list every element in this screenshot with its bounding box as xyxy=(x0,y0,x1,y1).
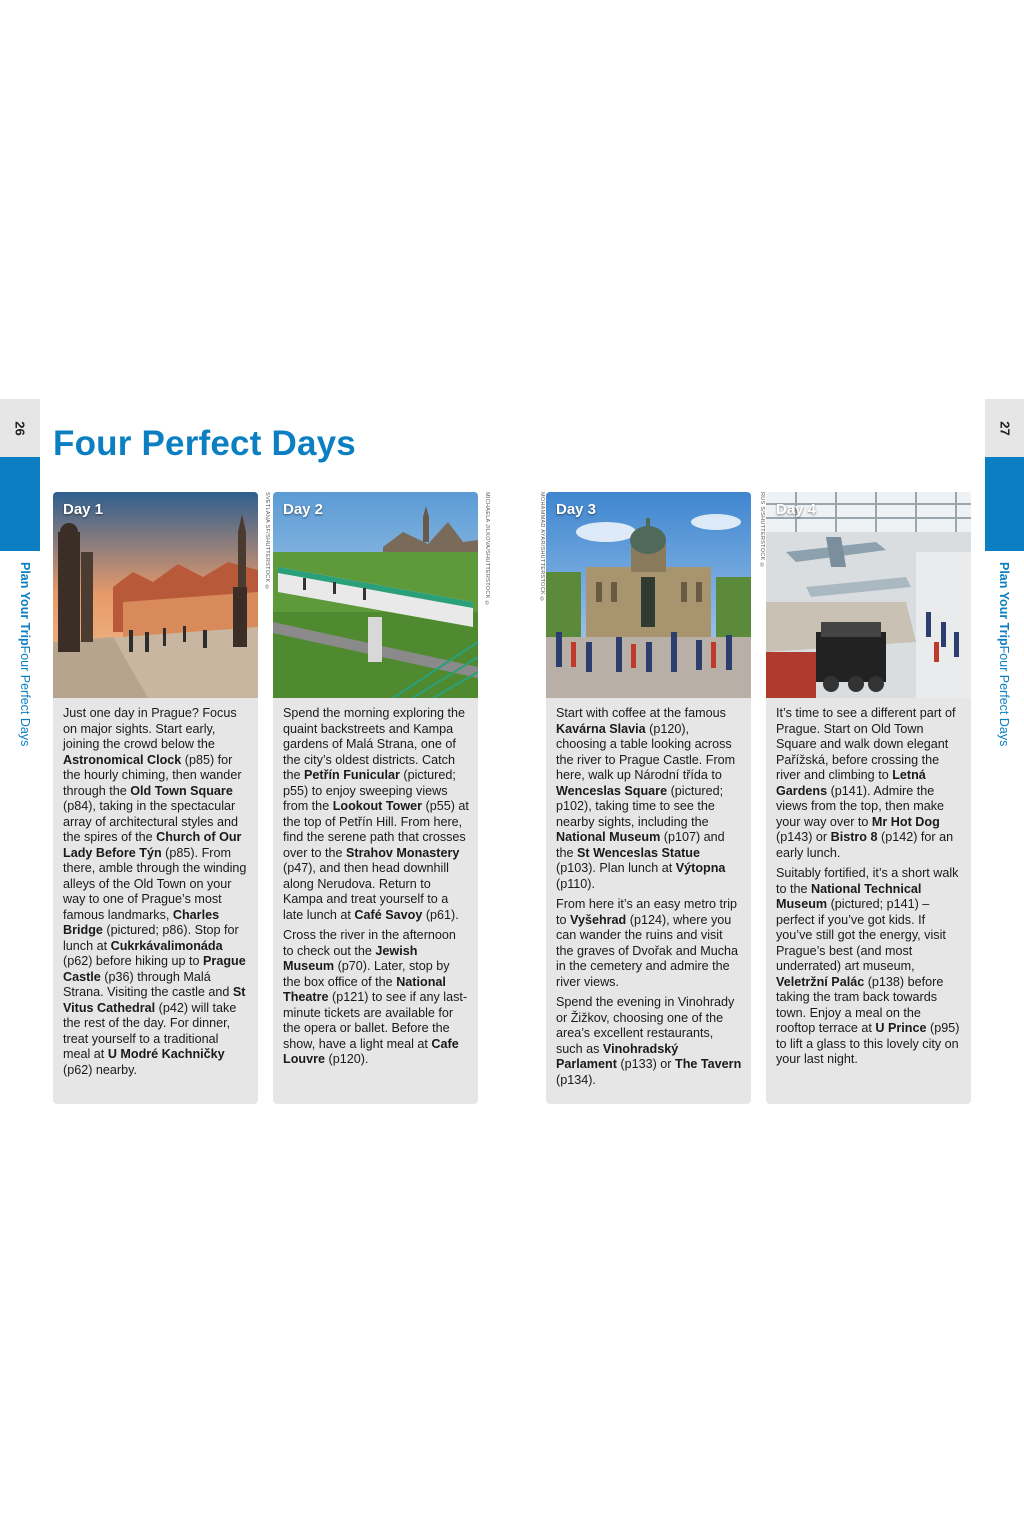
place-name: Letná Gardens xyxy=(776,768,926,798)
body-text: It’s time to see a different part of Prague. Start on Old Town Square and walk down elegant Pařížská, before crossing the river and climbing to xyxy=(776,706,956,782)
day-2-label: Day 2 xyxy=(283,501,324,518)
body-text: (p143) or xyxy=(776,830,831,844)
place-name: U Modré Kachničky xyxy=(107,1047,225,1061)
body-text: (p133) or xyxy=(616,1057,676,1071)
day-1-label: Day 1 xyxy=(63,501,104,518)
body-text: (pictured; p141) – perfect if you’ve got kids. If you’ve still got the energy, visit Prague’s best (and most underrated) art museum, xyxy=(776,897,946,973)
place-name: Cafe Louvre xyxy=(283,1036,459,1066)
day-4-text xyxy=(766,698,971,1068)
day-3-paragraph xyxy=(556,706,742,892)
body-text: (p103). Plan lunch at xyxy=(556,861,676,875)
body-text: (p121) to see if any last-minute tickets are available for the opera or ballet. Before the show, have a light meal at xyxy=(283,990,468,1051)
body-text: (p95) to lift a glass to this lovely city on your last night. xyxy=(776,1021,960,1066)
body-text: (p84), taking in the spectacular array of architectural styles and the spires of the xyxy=(63,799,238,844)
day-2-paragraph xyxy=(283,706,469,923)
place-name: The Tavern xyxy=(675,1057,742,1071)
body-text: (p120), choosing a table looking across the river to Prague Castle. From here, walk up Národní třída to xyxy=(556,721,736,782)
day-card-2 xyxy=(273,492,478,1104)
body-text: (pictured; p102), taking time to see the nearby sights, including the xyxy=(556,783,724,829)
day-card-1 xyxy=(53,492,258,1104)
place-name: Vyšehrad xyxy=(570,912,627,927)
place-name: Jewish Museum xyxy=(283,943,418,973)
body-text: (p120). xyxy=(325,1052,369,1066)
day-2-text xyxy=(273,698,478,1068)
place-name: Cukrkávalimonáda xyxy=(110,938,223,953)
day-4-paragraph xyxy=(776,866,962,1068)
place-name: Vinohradský Parlament xyxy=(556,1041,679,1071)
body-text: (p70). Later, stop by the box office of the xyxy=(283,959,450,989)
body-text: (p36) through Malá Strana. Visiting the castle and xyxy=(63,969,233,999)
body-text: (p134). xyxy=(556,1072,596,1087)
place-name: Church of Our Lady Before Týn xyxy=(63,830,242,860)
page-number-right: 27 xyxy=(997,420,1013,436)
body-text: Suitably fortified, it’s a short walk to the xyxy=(776,866,959,896)
place-name: Mr Hot Dog xyxy=(871,814,940,829)
right-page-tab xyxy=(985,399,1024,551)
day-4-label: Day 4 xyxy=(776,501,817,518)
body-text: (p62) before hiking up to xyxy=(63,954,204,968)
day-1-photo xyxy=(53,492,258,698)
place-name: National Museum xyxy=(556,830,661,844)
left-page-tab xyxy=(0,399,40,551)
body-text: From here it’s an easy metro trip to xyxy=(556,897,738,927)
place-name: Prague Castle xyxy=(63,954,246,984)
body-text: (p85) for the hourly chiming, then wander through the xyxy=(63,752,242,798)
place-name: Astronomical Clock xyxy=(63,752,182,767)
day-2-paragraph xyxy=(283,928,469,1068)
body-text: (pictured; p86). Stop for lunch at xyxy=(63,923,239,953)
body-text: (p138) before taking the tram back towards town. Enjoy a meal on the rooftop terrace at xyxy=(776,974,944,1035)
body-text: (p47), and then head downhill along Nerudova. Return to Kampa and treat yourself to a late lunch at xyxy=(283,861,449,922)
body-text: (p85). From there, amble through the winding alleys of the Old Town on your way to one of Prague’s most famous landmarks, xyxy=(63,845,247,922)
place-name: Petřín Funicular xyxy=(304,768,400,782)
place-name: Charles Bridge xyxy=(63,907,220,937)
side-label-right: Plan Your TripFour Perfect Days xyxy=(997,562,1011,747)
body-text: (p141). Admire the views from the top, then make your way over to xyxy=(776,783,944,829)
day-4-paragraph xyxy=(776,706,962,861)
day-3-paragraph xyxy=(556,995,742,1088)
photo-credit-day-4: RUS S/SHUTTERSTOCK © xyxy=(759,492,765,569)
body-text: (p107) and the xyxy=(556,830,725,860)
body-text: Just one day in Prague? Focus on major sights. Start early, joining the crowd below the xyxy=(63,706,237,751)
day-3-photo xyxy=(546,492,751,698)
place-name: Kavárna Slavia xyxy=(556,721,646,736)
day-card-4 xyxy=(766,492,971,1104)
side-label-left: Plan Your TripFour Perfect Days xyxy=(18,562,32,747)
page-title: Four Perfect Days xyxy=(53,424,356,463)
body-text: Spend the morning exploring the quaint backstreets and Kampa gardens of Malá Strana, one of the city’s oldest districts. Catch the xyxy=(283,706,466,782)
place-name: Café Savoy xyxy=(354,907,423,922)
place-name: Bistro 8 xyxy=(830,830,878,844)
place-name: Výtopna xyxy=(675,861,726,875)
photo-credit-day-2: MICHAELA JILKOVA/SHUTTERSTOCK © xyxy=(484,492,490,607)
page-number-left: 26 xyxy=(12,420,28,436)
place-name: Lookout Tower xyxy=(332,799,423,813)
place-name: St Vitus Cathedral xyxy=(63,985,246,1015)
place-name: National Theatre xyxy=(283,974,446,1004)
day-1-paragraph xyxy=(63,706,249,1078)
body-text: (p62) nearby. xyxy=(63,1062,137,1077)
place-name: Wenceslas Square xyxy=(556,783,668,798)
body-text: Cross the river in the afternoon to check out the xyxy=(283,928,456,958)
body-text: (p55) at the top of Petřín Hill. From here, find the serene path that crosses over to the xyxy=(283,799,469,860)
body-text: (p142) for an early lunch. xyxy=(776,830,954,860)
day-1-text xyxy=(53,698,258,1078)
day-card-3 xyxy=(546,492,751,1104)
day-3-label: Day 3 xyxy=(556,501,597,518)
place-name: Old Town Square xyxy=(130,783,233,798)
place-name: Veletržní Palác xyxy=(776,974,865,989)
body-text: (pictured; p55) to enjoy sweeping views from the xyxy=(283,768,456,813)
place-name: National Technical Museum xyxy=(776,881,922,911)
body-text: (p61). xyxy=(422,907,459,922)
body-text: Spend the evening in Vinohrady or Žižkov, choosing one of the area’s excellent restaurants, such as xyxy=(556,995,735,1056)
place-name: U Prince xyxy=(875,1021,927,1035)
day-3-paragraph xyxy=(556,897,742,990)
day-4-photo xyxy=(766,492,971,698)
body-text: (p42) will take the rest of the day. For dinner, treat yourself to a traditional meal at xyxy=(63,1000,237,1061)
photo-credit-day-3: MOHAMMAD AYAR/SHUTTERSTOCK © xyxy=(539,492,545,603)
photo-credit-day-1: SVETLANA SF/SHUTTERSTOCK © xyxy=(264,492,270,591)
place-name: St Wenceslas Statue xyxy=(577,845,700,860)
day-2-photo xyxy=(273,492,478,698)
body-text: (p110). xyxy=(556,876,595,891)
place-name: Strahov Monastery xyxy=(346,845,460,860)
day-3-text xyxy=(546,698,751,1088)
body-text: (p124), where you can wander the ruins and visit the graves of Dvořak and Mucha in the cemetery and admire the river views. xyxy=(556,912,739,989)
body-text: Start with coffee at the famous xyxy=(556,706,726,720)
